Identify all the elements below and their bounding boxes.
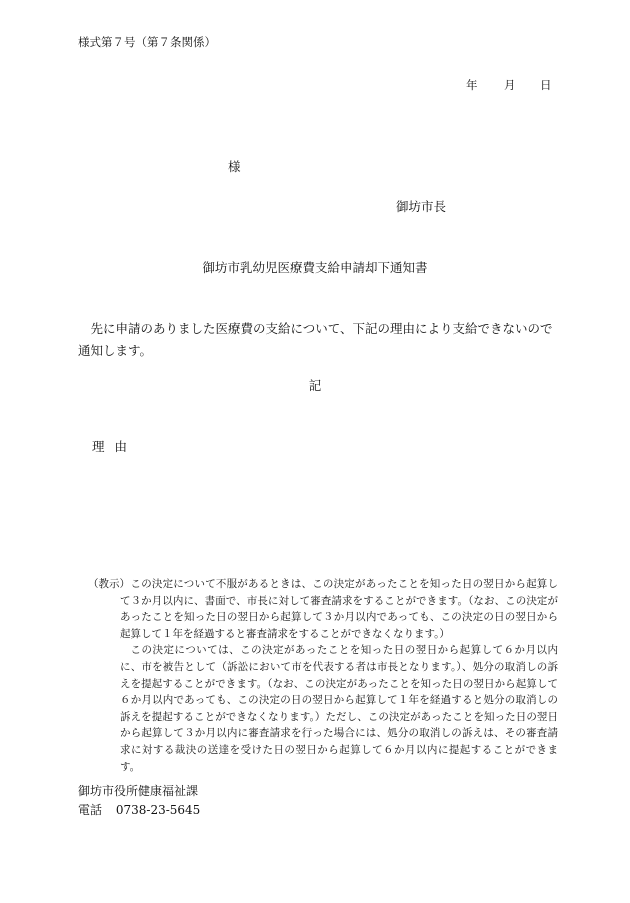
phone-label: 電話 [78, 803, 103, 817]
date-year-label: 年 [466, 78, 478, 92]
sender-name: 御坊市長 [396, 199, 447, 214]
notice-paragraph-appeal: この決定について不服があるときは、この決定があったことを知った日の翌日から起算して３か月以内に、書面で、市長に対して審査請求をすることができます。（なお、この決定があったことを知った日の翌日から起算して３か月以内であっても、この決定の日の翌日から起算して１年を経過すると審査請求をすることができなくなります。） [120, 578, 558, 640]
body-paragraph: 先に申請のありました医療費の支給について、下記の理由により支給できないので通知します。 [78, 321, 553, 358]
office-name: 御坊市役所健康福祉課 [78, 784, 199, 798]
notice-paragraph-lawsuit: この決定については、この決定があったことを知った日の翌日から起算して６か月以内に、市を被告として（訴訟において市を代表する者は市長となります。）、処分の取消しの訴えを提起することができます。（なお、この決定があったことを知った日の翌日から起算して６か月以内であっても、この決定の日の翌日から起算して１年を経過すると処分の取消しの訴えを提起することができなくなります。）ただし、この決定があったことを知った日の翌日から起算して３か月以内に審査請求を行った場合には、処分の取消しの訴えは、その審査請求に対する裁決の送達を受けた日の翌日から起算して６か月以内に提起することができます。 [120, 644, 558, 773]
phone-number: 0738-23-5645 [115, 803, 201, 817]
notice-label: （教示） [88, 578, 130, 590]
date-day-label: 日 [540, 78, 552, 92]
reason-label: 理由 [92, 439, 138, 454]
notice-text [120, 576, 558, 775]
date-month-label: 月 [504, 78, 516, 92]
document-title: 御坊市乳幼児医療費支給申請却下通知書 [202, 260, 428, 275]
addressee-honorific: 様 [228, 159, 241, 174]
form-number: 様式第７号（第７条関係） [78, 35, 216, 49]
ki-heading: 記 [308, 378, 322, 393]
phone-line [78, 801, 200, 818]
